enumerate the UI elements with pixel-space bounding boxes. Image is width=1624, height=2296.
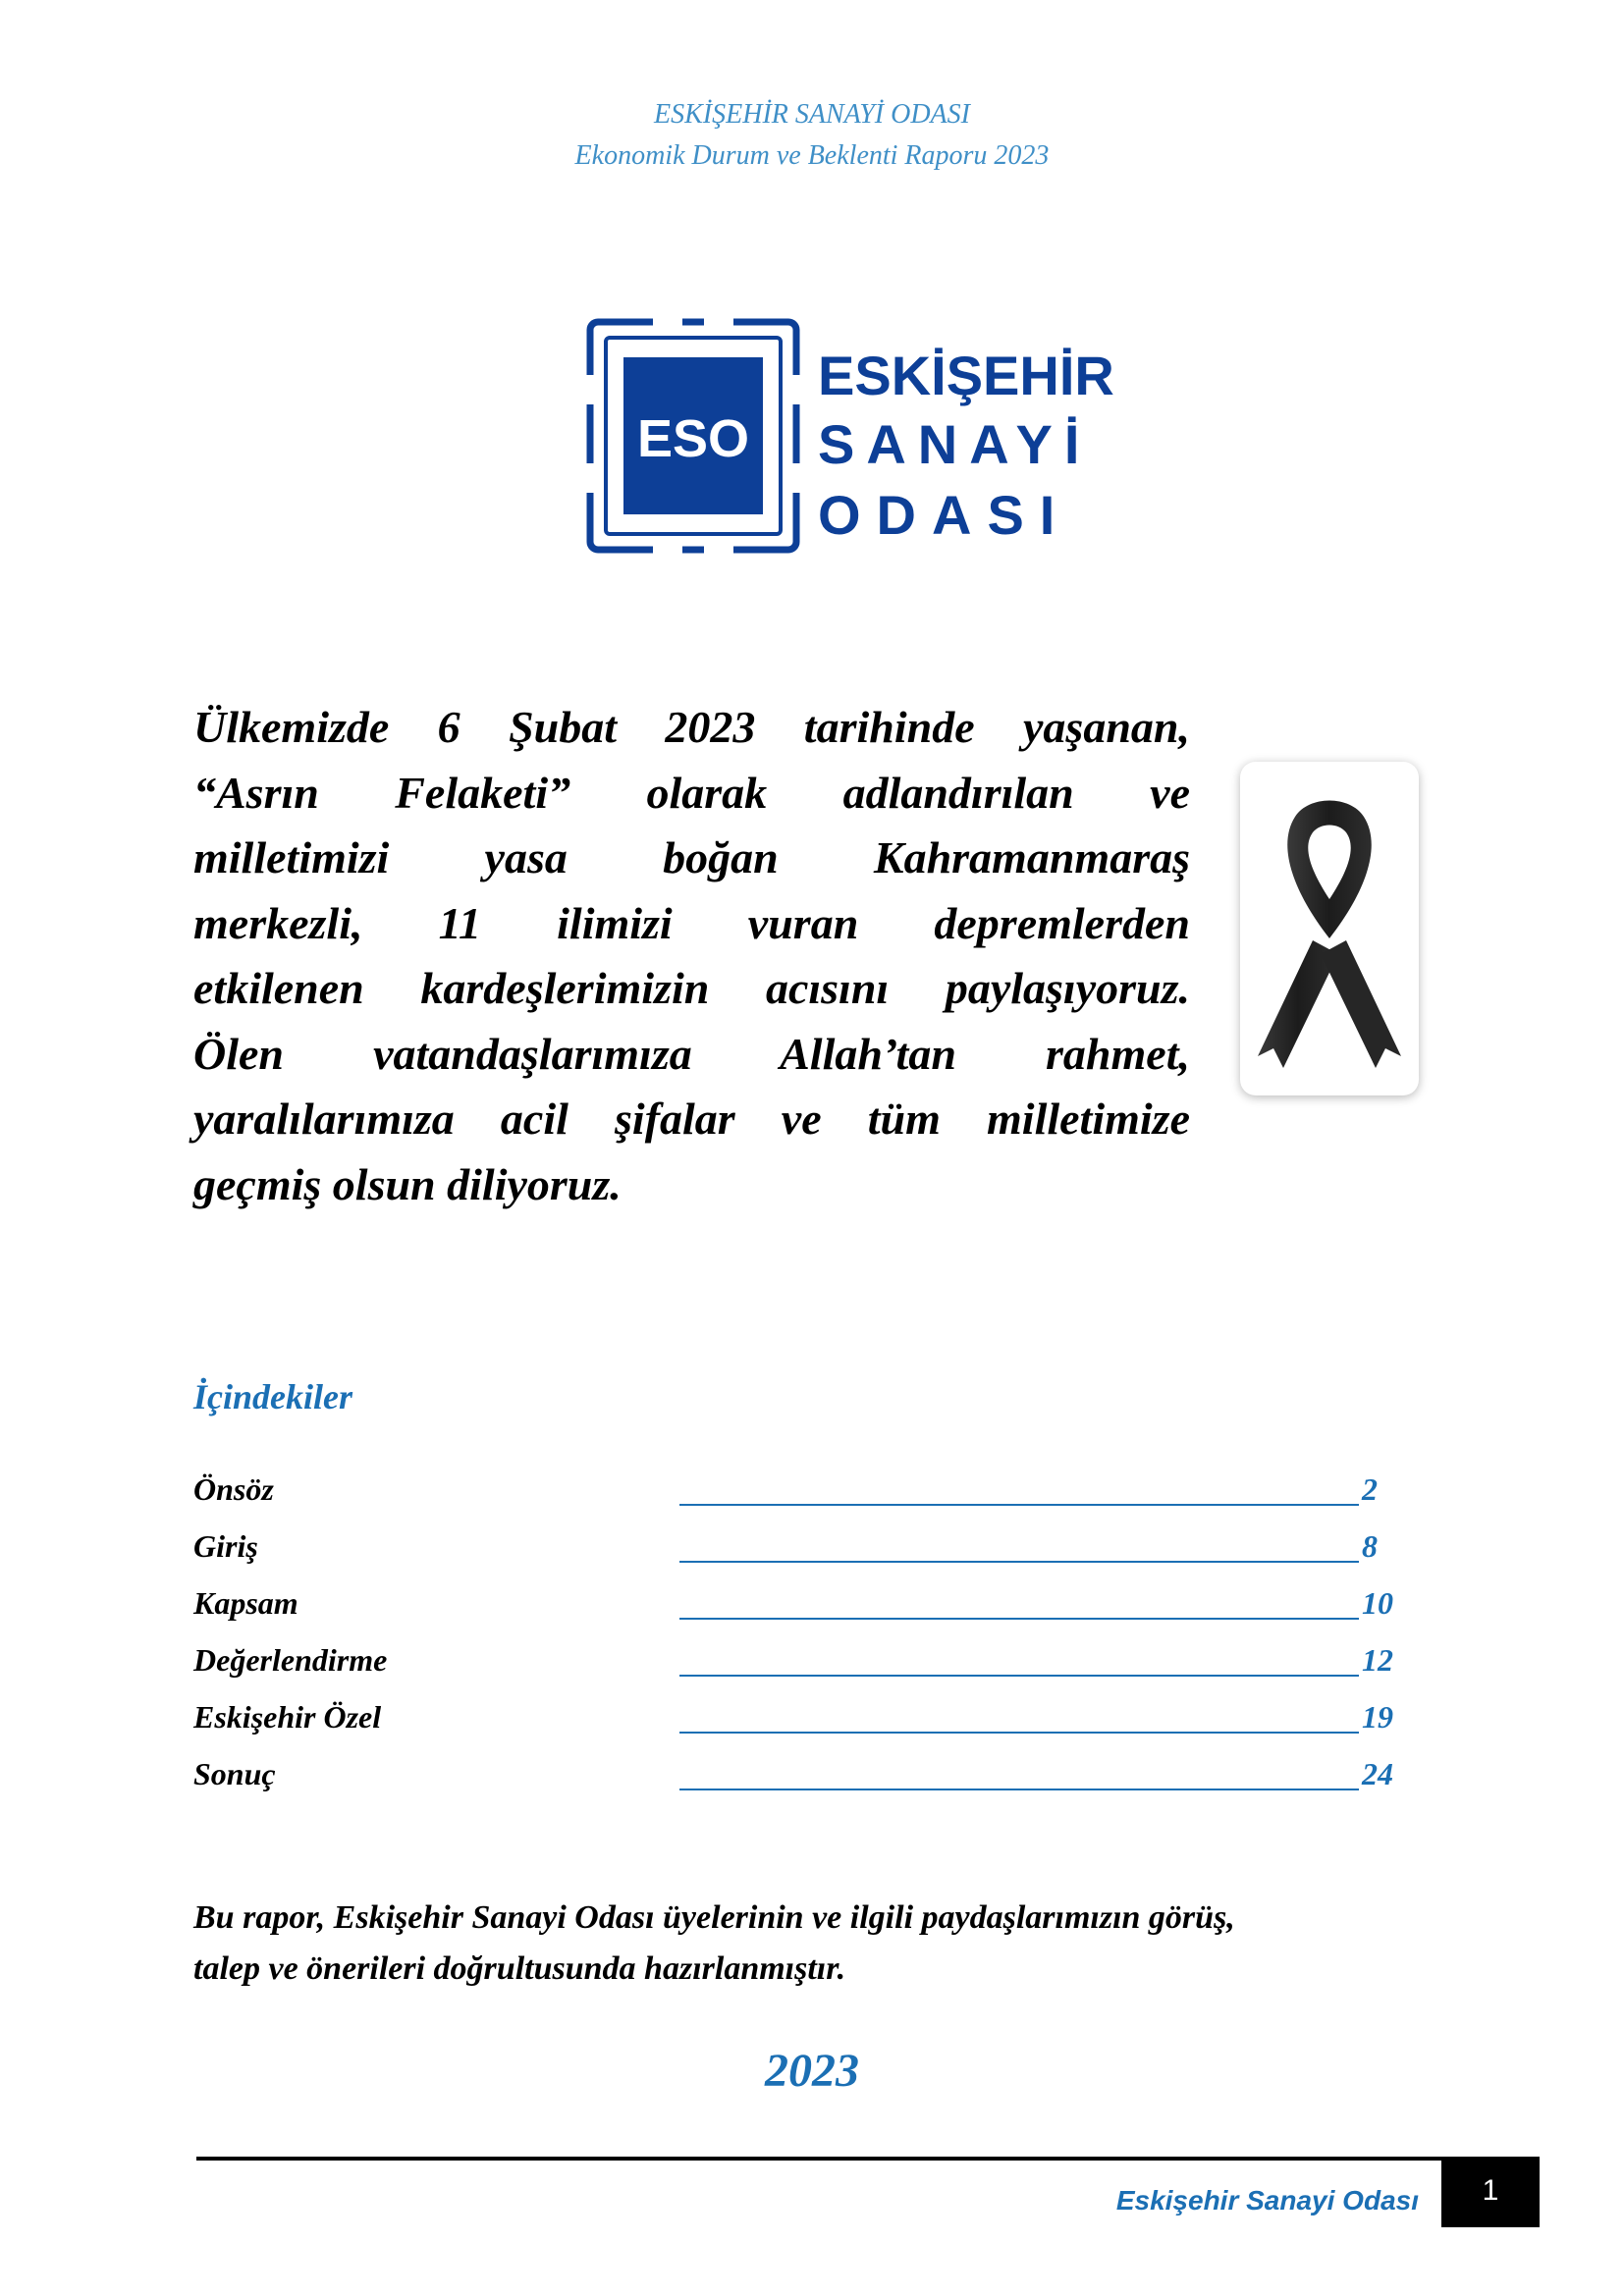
memorial-line: Ölen vatandaşlarımıza Allah’tan rahmet, <box>193 1028 1190 1079</box>
toc-leader-line <box>679 1504 1359 1506</box>
toc-leader-line <box>679 1732 1359 1734</box>
footer-divider <box>196 2157 1540 2161</box>
toc-leader-line <box>679 1675 1359 1677</box>
eso-logo-mark <box>584 316 1114 561</box>
memorial-line: Ülkemizde 6 Şubat 2023 tarihinde yaşanan, <box>193 702 1190 752</box>
memorial-line: merkezli, 11 ilimizi vuran depremlerden <box>193 897 1190 948</box>
toc-entry-label: Giriş <box>193 1528 258 1564</box>
toc-entry-page: 12 <box>1362 1642 1393 1678</box>
toc-entry-page: 10 <box>1362 1585 1393 1621</box>
toc-entry-page: 19 <box>1362 1699 1393 1735</box>
ribbon-card <box>1240 762 1419 1095</box>
toc-entry-label: Değerlendirme <box>193 1642 388 1678</box>
toc-leader-line <box>679 1618 1359 1620</box>
memorial-message <box>193 695 1190 1217</box>
toc-entry-page: 24 <box>1362 1756 1393 1791</box>
memorial-line: etkilenen kardeşlerimizin acısını paylaşıyoruz. <box>193 963 1190 1013</box>
report-year: 2023 <box>765 2045 859 2097</box>
toc-entry[interactable] <box>193 1527 1411 1584</box>
toc-entry-page: 2 <box>1362 1471 1378 1507</box>
footer-org-name: Eskişehir Sanayi Odası <box>1115 2185 1419 2216</box>
memorial-line: “Asrın Felaketi” olarak adlandırılan ve <box>193 767 1190 818</box>
toc-entry[interactable] <box>193 1470 1411 1527</box>
toc-leader-line <box>679 1561 1359 1563</box>
black-ribbon-icon <box>1240 762 1419 1095</box>
logo-badge-text: ESO <box>636 409 750 468</box>
logo-line-1: ESKİŞEHİR <box>818 345 1114 406</box>
eso-logo <box>584 316 1114 561</box>
report-note-line: Bu rapor, Eskişehir Sanayi Odası üyelerinin ve ilgili paydaşlarımızın görüş, <box>193 1899 1235 1936</box>
toc-entry-page: 8 <box>1362 1528 1378 1564</box>
toc-entry[interactable] <box>193 1584 1411 1641</box>
toc-entry-label: Önsöz <box>193 1471 274 1507</box>
report-note-line: talep ve önerileri doğrultusunda hazırlanmıştır. <box>193 1950 846 1987</box>
toc-entry[interactable] <box>193 1755 1411 1812</box>
toc-entry-label: Eskişehir Özel <box>193 1699 382 1735</box>
toc-leader-line <box>679 1789 1359 1790</box>
toc-entry[interactable] <box>193 1641 1411 1698</box>
logo-line-3: ODASI <box>818 484 1071 546</box>
toc-entry[interactable] <box>193 1698 1411 1755</box>
page-header <box>0 94 1624 177</box>
logo-line-2: SANAYİ <box>818 413 1092 475</box>
memorial-line: geçmiş olsun diliyoruz. <box>193 1158 622 1209</box>
memorial-line: milletimizi yasa boğan Kahramanmaraş <box>193 832 1190 882</box>
toc-title: İçindekiler <box>193 1377 352 1416</box>
header-org: ESKİŞEHİR SANAYİ ODASI <box>654 99 970 130</box>
memorial-line: yaralılarımıza acil şifalar ve tüm milletimize <box>193 1094 1190 1144</box>
report-note <box>193 1893 1450 1995</box>
page-number: 1 <box>1441 2159 1540 2227</box>
table-of-contents <box>193 1470 1411 1812</box>
toc-entry-label: Kapsam <box>193 1585 298 1621</box>
toc-entry-label: Sonuç <box>193 1756 276 1791</box>
header-report-title: Ekonomik Durum ve Beklenti Raporu 2023 <box>574 140 1050 171</box>
